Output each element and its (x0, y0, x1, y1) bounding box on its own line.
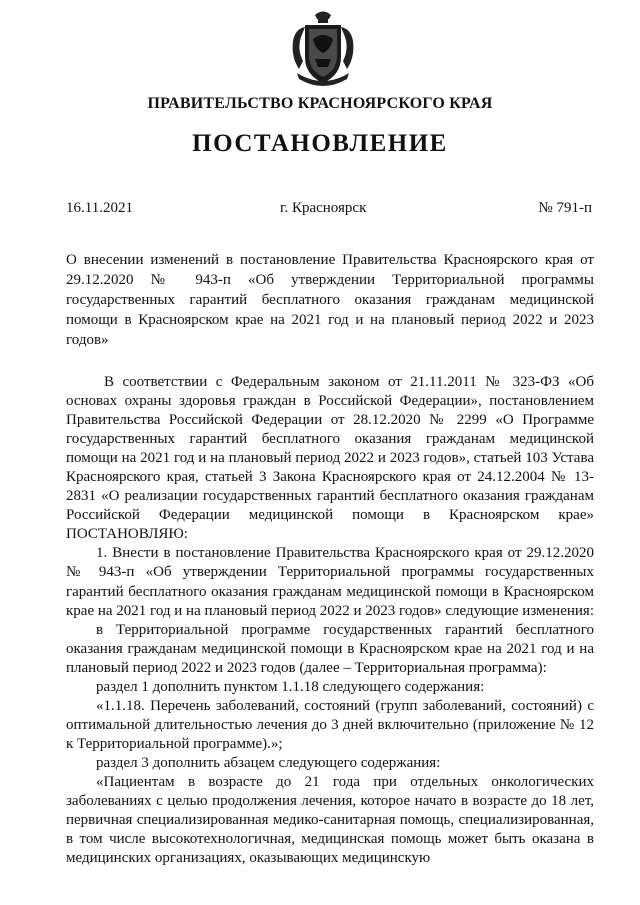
section-3-paragraph: раздел 3 дополнить абзацем следующего содержания: (96, 754, 441, 771)
document-number: № 791-п (538, 200, 592, 216)
organization-title: ПРАВИТЕЛЬСТВО КРАСНОЯРСКОГО КРАЯ (147, 95, 493, 112)
document-body (66, 373, 594, 868)
item-1-paragraph: 1. Внести в постановление Правительства Красноярского края от 29.12.2020 № 943-п «Об утверждении Территориальной программы государственных гарантий бесплатного оказания гражданам медицинской помощи в Красноярском крае на 2021 год и на плановый период 2022 и 2023 годов» следующие изменения: (66, 545, 594, 619)
document-type-title: ПОСТАНОВЛЕНИЕ (192, 130, 448, 157)
preamble-paragraph: В соответствии с Федеральным законом от 21.11.2011 № 323-ФЗ «Об основах охраны здоровья граждан в Российской Федерации», постановлением Правительства Российской Федерации от 28.12.2020 № 2299 «О Программе государственных гарантий бесплатного оказания гражданам медицинской помощи на 2021 год и на плановый период 2022 и 2023 годов», статьей 103 Устава Красноярского края, статьей 3 Закона Красноярского края от 24.12.2004 № 13-2831 «О реализации государственных гарантий бесплатного оказания гражданам Российской Федерации медицинской помощи в Красноярском крае» ПОСТАНОВЛЯЮ: (66, 374, 594, 543)
coat-of-arms-emblem (291, 9, 355, 87)
patients-paragraph: «Пациентам в возрасте до 21 года при отдельных онкологических заболеваниях с целью продолжения лечения, которое начато в возрасте до 18 лет, первичная специализированная медико-санитарная помощь, специализированная, в том числе высокотехнологичная, медицинская помощь может быть оказана в медицинских организациях, оказывающих медицинскую (66, 773, 594, 867)
program-paragraph: в Территориальной программе государственных гарантий бесплатного оказания гражданам медицинской помощи в Красноярском крае на 2021 год и на плановый период 2022 и 2023 годов (далее – Территориальная программа): (66, 621, 594, 676)
clause-1-1-18-paragraph: «1.1.18. Перечень заболеваний, состояний (групп заболеваний, состояний) с оптимальной длительностью лечения до 3 дней включительно (приложение № 12 к Территориальной программе).»; (66, 697, 594, 752)
section-1-paragraph: раздел 1 дополнить пунктом 1.1.18 следующего содержания: (96, 678, 485, 695)
document-date: 16.11.2021 (66, 200, 133, 216)
document-meta-row (66, 200, 592, 218)
document-city: г. Красноярск (280, 200, 367, 216)
document-subject: О внесении изменений в постановление Правительства Красноярского края от 29.12.2020 № 943-п «Об утверждении Территориальной программы государственных гарантий бесплатного оказания гражданам медицинской помощи в Красноярском крае на 2021 год и на плановый период 2022 и 2023 годов» (66, 252, 594, 348)
